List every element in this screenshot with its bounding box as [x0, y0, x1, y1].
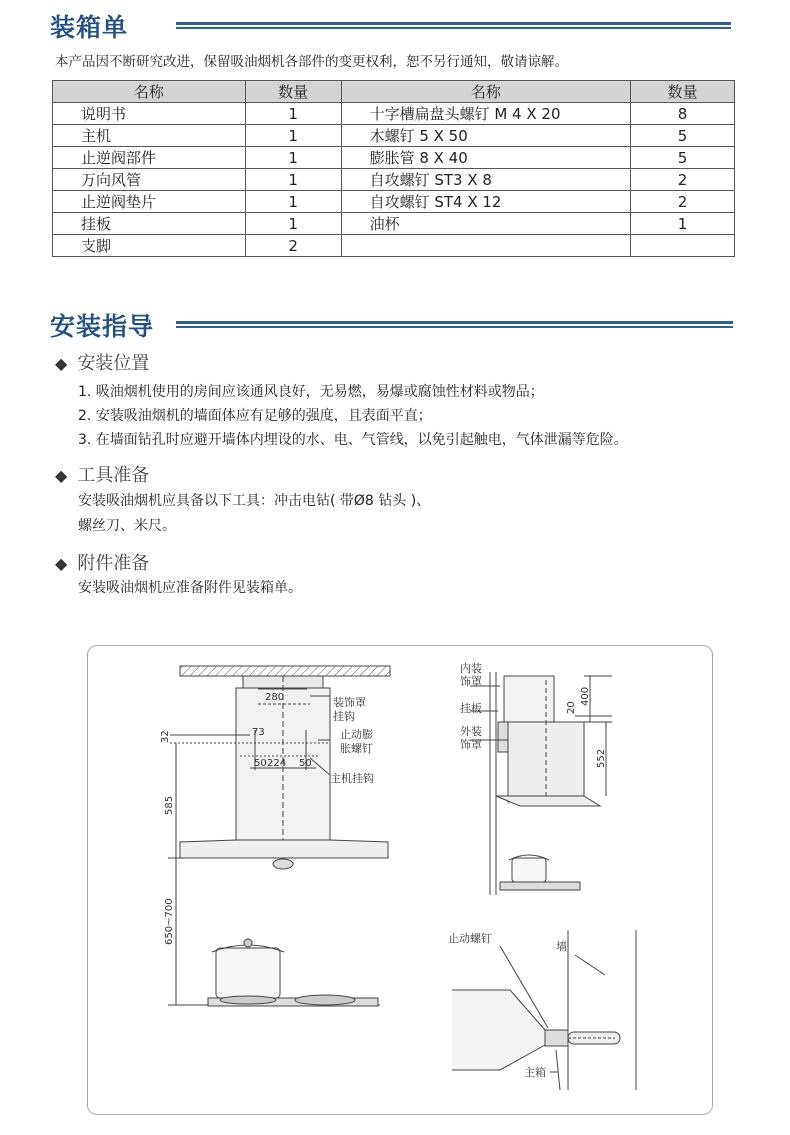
leader-wall — [575, 955, 605, 975]
cell: 自攻螺钉 ST3 X 8 — [341, 169, 631, 191]
cell: 5 — [631, 125, 735, 147]
position-item: 2. 安装吸油烟机的墙面体应有足够的强度，且表面平直； — [78, 408, 432, 424]
cell: 自攻螺钉 ST4 X 12 — [341, 191, 631, 213]
dim-650-700-text: 650~700 — [164, 898, 175, 945]
anchor-label-1: 止动膨 — [340, 728, 373, 741]
notice-text: 本产品因不断研究改进，保留吸油烟机各部件的变更权利，恕不另行通知，敬请谅解。 — [55, 54, 568, 70]
cell: 5 — [631, 147, 735, 169]
position-item: 3. 在墙面钻孔时应避开墙体内埋设的水、电、气管线，以免引起触电，气体泄漏等危险。 — [78, 432, 628, 448]
wall-label: 墙 — [556, 940, 567, 953]
burner-right — [295, 995, 355, 1005]
cell: 2 — [245, 235, 341, 257]
ceiling-hatch — [180, 666, 390, 676]
burner-left — [220, 996, 276, 1004]
front-view — [168, 666, 390, 1006]
diamond-icon: ◆ — [55, 554, 68, 573]
cover-hook-label-2: 挂钩 — [333, 710, 355, 723]
screw-label: 止动螺钉 — [448, 932, 492, 945]
hood-body — [180, 840, 388, 858]
cell: 1 — [245, 147, 341, 169]
cell: 支脚 — [53, 235, 246, 257]
dim-50-right: 50 — [299, 758, 312, 769]
position-heading-text: 安装位置 — [77, 353, 150, 374]
pot-side — [512, 858, 546, 882]
tools-heading-text: 工具准备 — [77, 465, 150, 486]
parts-line: 安装吸油烟机应准备附件见装箱单。 — [78, 580, 302, 596]
box-section — [452, 990, 545, 1070]
col-header: 名称 — [53, 81, 246, 103]
dim-585-text: 585 — [164, 795, 175, 815]
bracket — [545, 1030, 568, 1046]
parts-heading-text: 附件准备 — [77, 553, 150, 574]
tools-line: 安装吸油烟机应具备以下工具：冲击电钻( 带Ø8 钻头 )、 — [78, 493, 431, 509]
dim-400-text: 400 — [580, 686, 591, 706]
guide-title: 安装指导 — [50, 312, 155, 341]
cell: 十字槽扁盘头螺钉 M 4 X 20 — [341, 103, 631, 125]
outer-cover-label-1: 外装 — [460, 725, 482, 738]
cell: 1 — [245, 191, 341, 213]
mount-board — [498, 722, 508, 752]
pot-knob — [244, 939, 252, 947]
cell: 1 — [631, 213, 735, 235]
col-header: 数量 — [245, 81, 341, 103]
cell: 2 — [631, 169, 735, 191]
dim-20-text: 20 — [566, 701, 577, 714]
cell: 止逆阀部件 — [53, 147, 246, 169]
cell: 1 — [245, 125, 341, 147]
stove-side — [500, 882, 580, 890]
box-edge — [556, 1050, 560, 1090]
position-item: 1. 吸油烟机使用的房间应该通风良好，无易燃，易爆或腐蚀性材料或物品； — [78, 384, 544, 400]
oil-cup — [273, 859, 293, 869]
board-label: 挂板 — [460, 702, 482, 715]
cell: 油杯 — [341, 213, 631, 235]
dim-552-text: 552 — [596, 748, 607, 768]
anchor-label-2: 胀螺钉 — [340, 742, 373, 755]
hood-side — [496, 796, 600, 806]
inner-cover-label-1: 内装 — [460, 662, 482, 675]
cell: 膨胀管 8 X 40 — [341, 147, 631, 169]
cell: 2 — [631, 191, 735, 213]
dim-50-left: 50 — [254, 758, 267, 769]
cell: 8 — [631, 103, 735, 125]
col-header: 数量 — [631, 81, 735, 103]
main-hook-label: 主机挂钩 — [330, 772, 374, 785]
cell: 1 — [245, 169, 341, 191]
diamond-icon: ◆ — [55, 354, 68, 373]
dim-32-text: 32 — [160, 730, 171, 743]
cell: 止逆阀垫片 — [53, 191, 246, 213]
packing-title: 装箱单 — [50, 13, 129, 42]
cell: 主机 — [53, 125, 246, 147]
cell: 木螺钉 5 X 50 — [341, 125, 631, 147]
cell: 1 — [245, 103, 341, 125]
cell: 万向风管 — [53, 169, 246, 191]
dim-280-text: 280 — [265, 692, 285, 703]
pot-body — [216, 948, 280, 998]
tools-line: 螺丝刀、米尺。 — [78, 518, 176, 534]
dim-73-text: 73 — [252, 727, 265, 738]
col-header: 名称 — [341, 81, 631, 103]
outer-cover-label-2: 饰罩 — [460, 738, 482, 751]
cover-hook-label-1: 装饰罩 — [333, 696, 366, 709]
dim-224: 224 — [267, 758, 287, 769]
cell: 挂板 — [53, 213, 246, 235]
diamond-icon: ◆ — [55, 466, 68, 485]
box-label: 主箱 — [524, 1066, 546, 1079]
inner-cover-label-2: 饰罩 — [460, 675, 482, 688]
cell: 说明书 — [53, 103, 246, 125]
cell: 1 — [245, 213, 341, 235]
